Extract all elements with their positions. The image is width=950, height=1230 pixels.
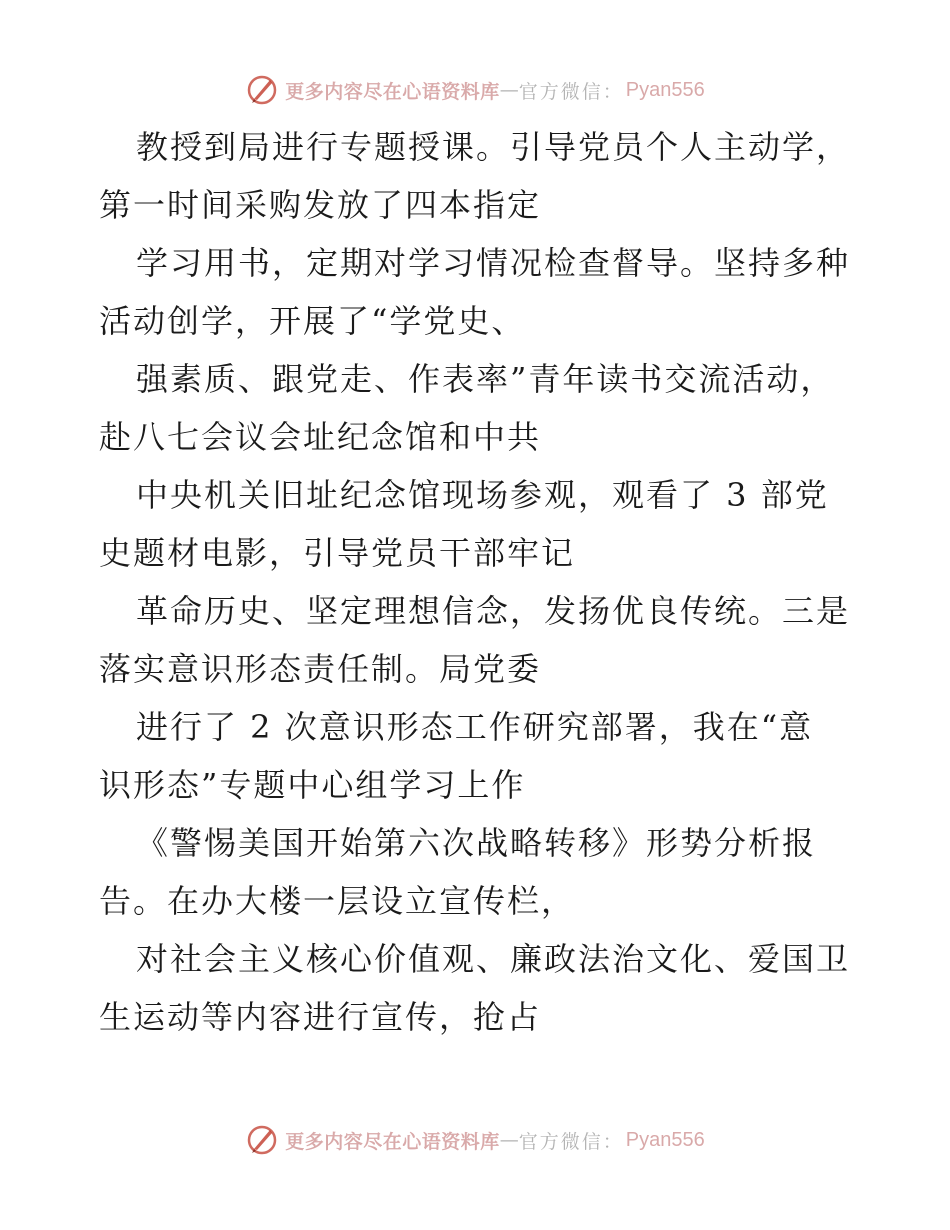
paragraph-line: 第一时间采购发放了四本指定 — [99, 186, 542, 224]
paragraph-line: 告。在办大楼一层设立宣传栏， — [99, 882, 576, 920]
paragraph-line: 革命历史、坚定理想信念，发扬优良传统。三是 — [136, 592, 851, 630]
paragraph-line: 对社会主义核心价值观、廉政法治文化、爱国卫 — [136, 940, 851, 978]
paragraph — [99, 814, 859, 930]
watermark-separator: — — [499, 79, 519, 101]
paragraph-line: 《警惕美国开始第六次战略转移》形势分析报 — [136, 824, 817, 862]
paragraph-line: 中央机关旧址纪念馆现场参观，观看了 3 部党 — [136, 476, 829, 514]
paragraph-line: 进行了 2 次意识形态工作研究部署，我在“意 — [136, 708, 814, 746]
watermark-wechat-id: Pyan556 — [625, 1128, 705, 1151]
watermark-site-text: 更多内容尽在心语资料库 — [285, 1130, 500, 1153]
paragraph — [99, 118, 859, 234]
footer-watermark — [0, 1120, 950, 1160]
paragraph — [99, 350, 859, 466]
watermark-wechat-label: 官方微信： — [518, 1130, 624, 1153]
paragraph-line: 史题材电影，引导党员干部牢记 — [99, 534, 576, 572]
header-watermark — [0, 70, 950, 110]
document-body — [99, 118, 859, 1046]
paragraph-line: 生运动等内容进行宣传，抢占 — [99, 998, 542, 1036]
paragraph-line: 赴八七会议会址纪念馆和中共 — [99, 418, 542, 456]
paragraph — [99, 582, 859, 698]
watermark-site-text: 更多内容尽在心语资料库 — [285, 80, 500, 103]
quill-pen-icon — [245, 1123, 279, 1157]
paragraph-line: 强素质、跟党走、作表率”青年读书交流活动， — [136, 360, 835, 398]
paragraph — [99, 234, 859, 350]
paragraph — [99, 698, 859, 814]
paragraph-line: 活动创学，开展了“学党史、 — [99, 302, 526, 340]
watermark-wechat-id: Pyan556 — [625, 78, 705, 101]
quill-pen-icon — [245, 73, 279, 107]
watermark-wechat-label: 官方微信： — [518, 80, 624, 103]
paragraph — [99, 930, 859, 1046]
paragraph-line: 识形态”专题中心组学习上作 — [99, 766, 526, 804]
paragraph-line: 教授到局进行专题授课。引导党员个人主动学， — [136, 128, 851, 166]
paragraph-line: 落实意识形态责任制。局党委 — [99, 650, 542, 688]
paragraph — [99, 466, 859, 582]
paragraph-line: 学习用书，定期对学习情况检查督导。坚持多种 — [136, 244, 851, 282]
watermark-separator: — — [499, 1129, 519, 1151]
